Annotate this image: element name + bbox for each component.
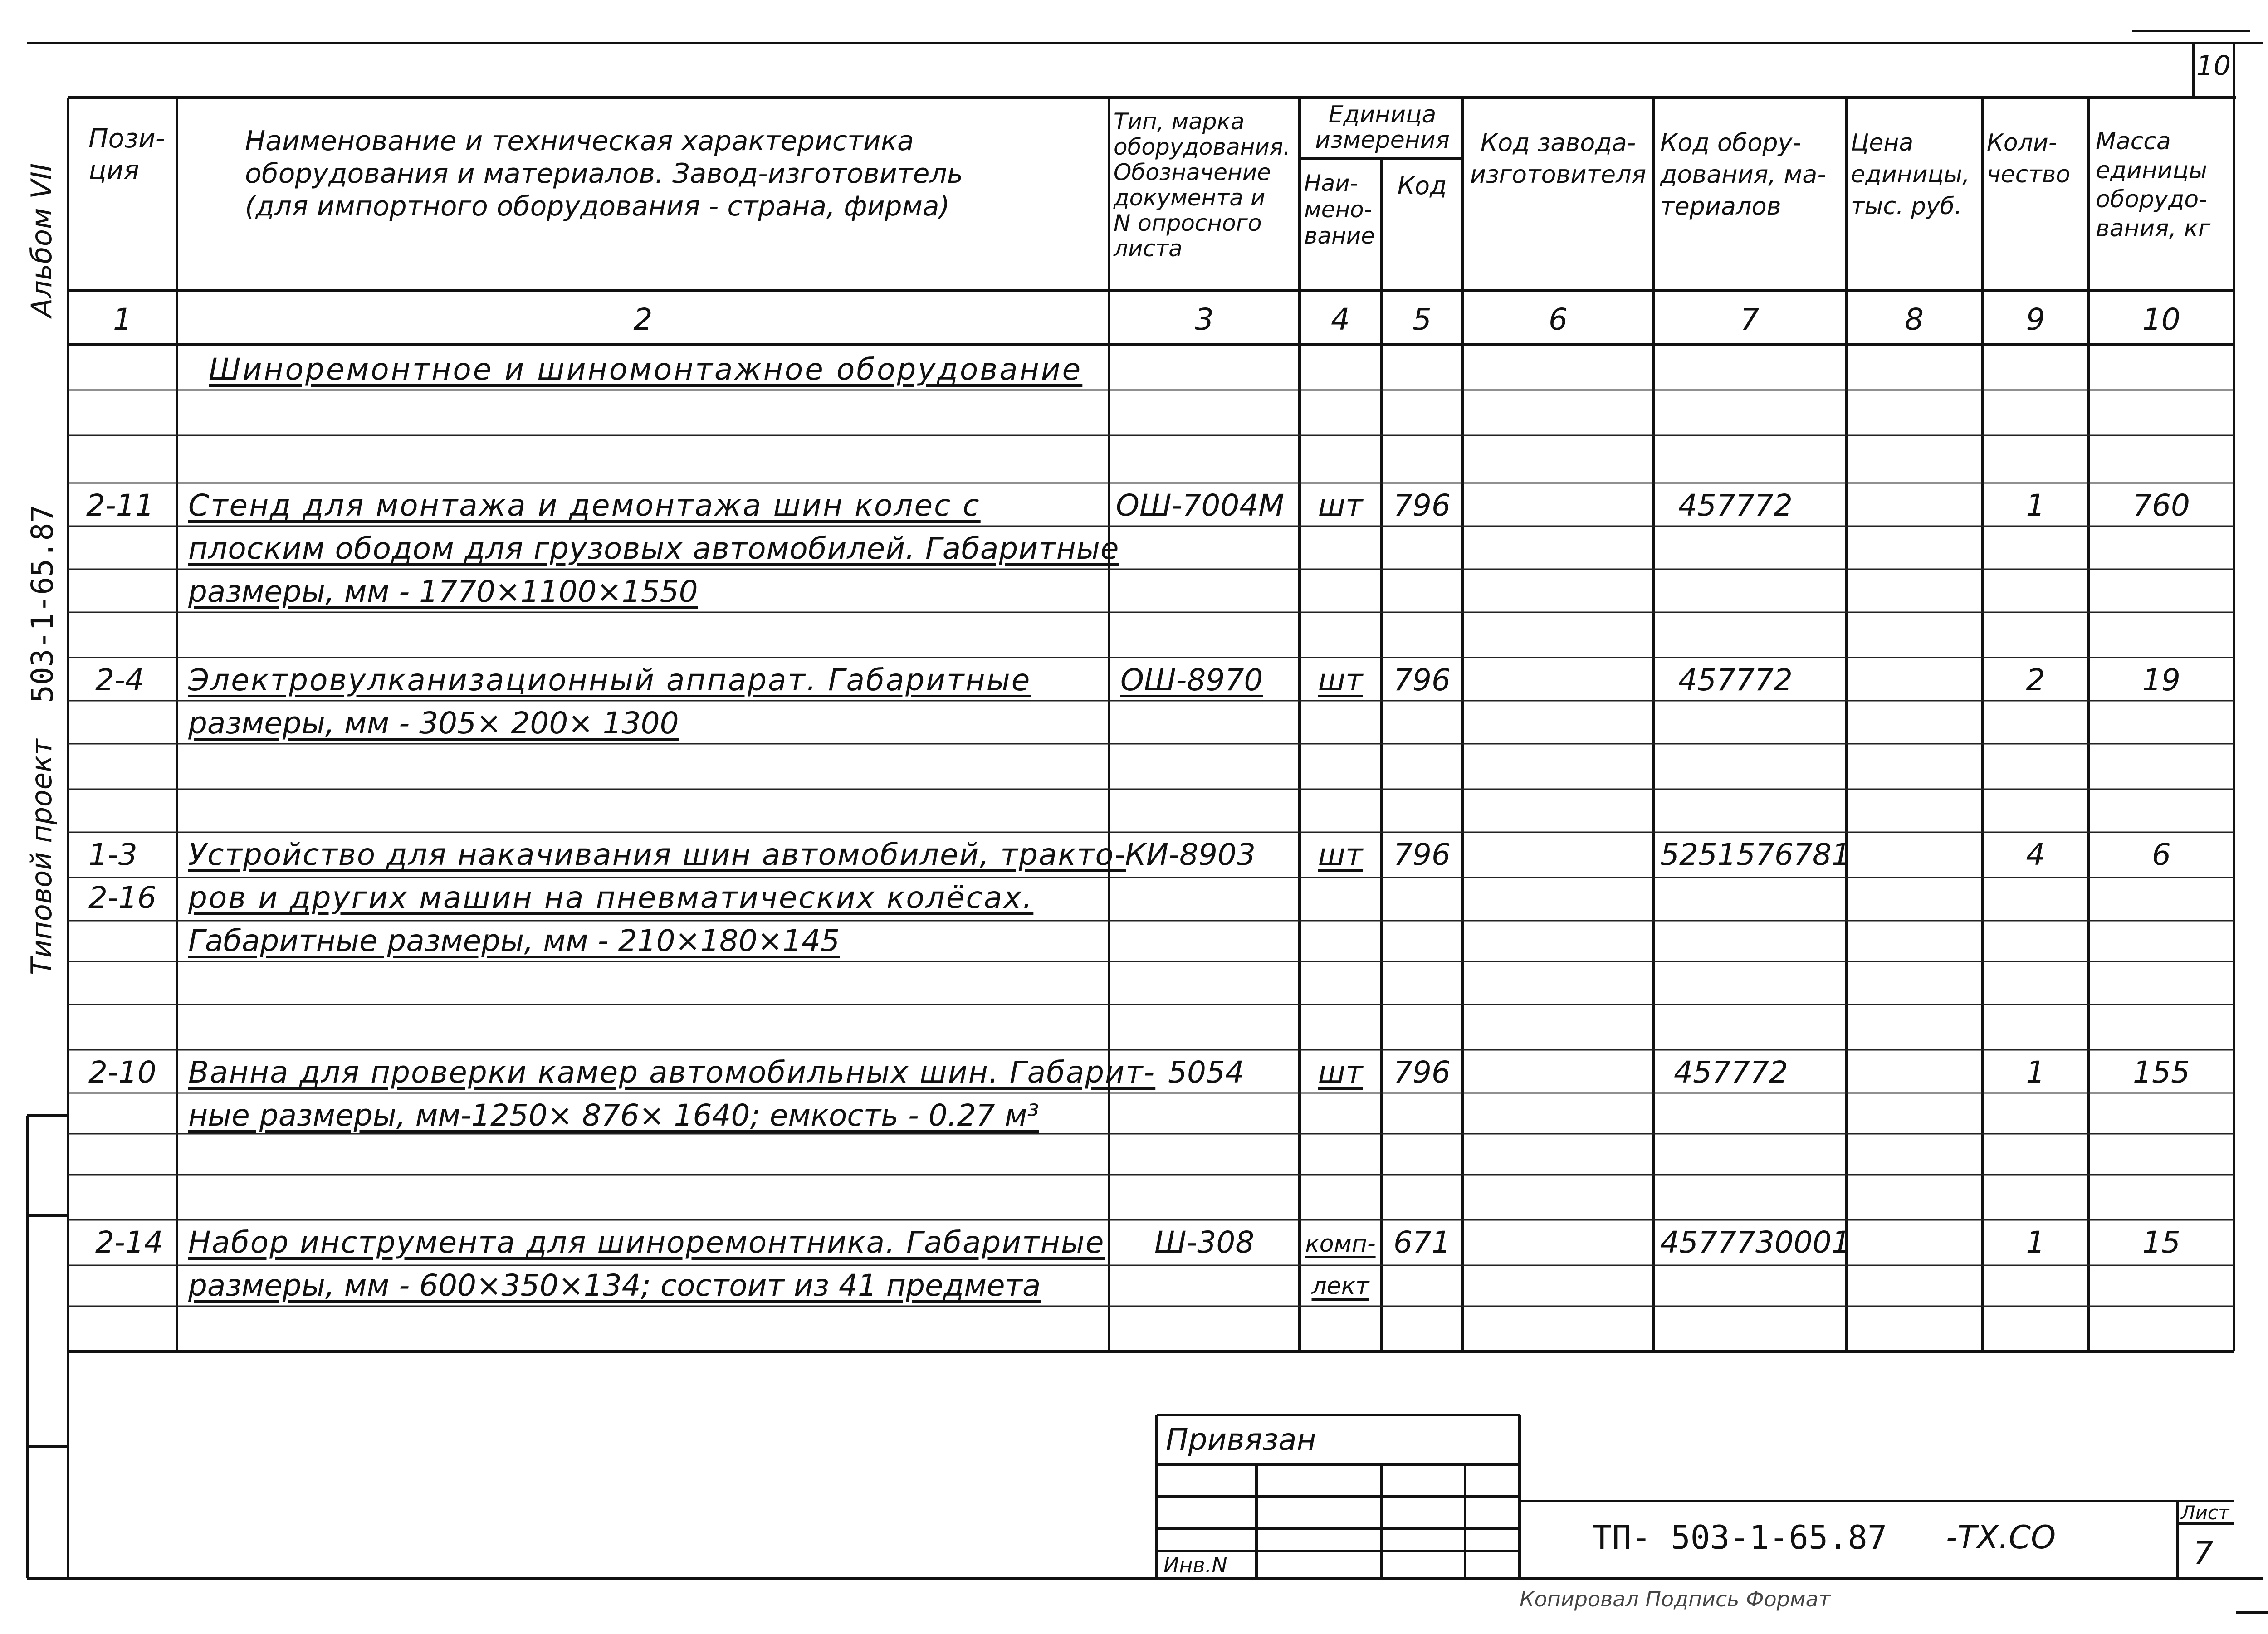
row2-name-line1: Электровулканизационный аппарат. Габаритные bbox=[188, 663, 1031, 697]
stamp-inv: Инв.N bbox=[1163, 1553, 1227, 1577]
row5-unit2: лект bbox=[1311, 1273, 1369, 1300]
row5-quantity: 1 bbox=[2026, 1225, 2045, 1260]
stamp-document-code: ТП- 503-1-65.87 bbox=[1592, 1518, 1887, 1556]
row3-equipment-code: 5251576781 bbox=[1660, 837, 1851, 872]
row2-equipment-code: 457772 bbox=[1678, 663, 1793, 697]
header-unit-code: Код bbox=[1397, 171, 1447, 200]
header-quantity: Коли- чество bbox=[1987, 129, 2071, 188]
row3-unit: шт bbox=[1318, 837, 1363, 872]
side-caption-project-label: Типовой проект bbox=[25, 739, 58, 975]
col-number-7: 7 bbox=[1740, 302, 1760, 337]
section-title: Шиноремонтное и шиномонтажное оборудование bbox=[209, 352, 1083, 387]
row5-type: Ш-308 bbox=[1154, 1225, 1255, 1260]
stamp-document-suffix: -ТХ.СО bbox=[1946, 1519, 2056, 1556]
side-caption-album: Альбом VII bbox=[25, 163, 58, 317]
stamp-sheet-value: 7 bbox=[2193, 1535, 2214, 1572]
row4-position: 2-10 bbox=[88, 1055, 156, 1090]
header-mass: Масса единицы оборудо- вания, кг bbox=[2096, 128, 2211, 242]
col-number-8: 8 bbox=[1905, 302, 1924, 337]
col-number-9: 9 bbox=[2026, 302, 2045, 337]
row1-position: 2-11 bbox=[86, 488, 154, 523]
row3-unit-code: 796 bbox=[1393, 837, 1451, 872]
row3-name-line2: ров и других машин на пневматических колёсах. bbox=[188, 880, 1034, 915]
row1-unit: шт bbox=[1318, 488, 1363, 523]
row5-position: 2-14 bbox=[95, 1225, 163, 1260]
row4-type: 5054 bbox=[1168, 1055, 1244, 1090]
row1-quantity: 1 bbox=[2026, 488, 2045, 523]
header-unit: Единица измерения bbox=[1315, 101, 1450, 154]
col-number-3: 3 bbox=[1195, 302, 1214, 337]
row3-name-line1: Устройство для накачивания шин автомобилей, тракто- bbox=[188, 837, 1126, 872]
row3-position: 1-3 bbox=[88, 837, 137, 872]
stamp-attached: Привязан bbox=[1166, 1422, 1316, 1457]
row2-unit: шт bbox=[1318, 663, 1363, 697]
col-number-2: 2 bbox=[633, 302, 653, 337]
stamp-bottom-note: Копировал Подпись Формат bbox=[1520, 1587, 1831, 1611]
row2-type: ОШ-8970 bbox=[1120, 663, 1263, 697]
row4-name-line1: Ванна для проверки камер автомобильных шин. Габарит- bbox=[188, 1055, 1156, 1090]
row5-mass: 15 bbox=[2142, 1225, 2180, 1260]
row2-name-line2: размеры, мм - 305× 200× 1300 bbox=[188, 706, 679, 741]
header-plant-code: Код завода- изготовителя bbox=[1470, 128, 1647, 189]
row3-quantity: 4 bbox=[2026, 837, 2045, 872]
col-number-1: 1 bbox=[113, 302, 132, 337]
header-name: Наименование и техническая характеристика оборудования и материалов. Завод-изготовитель (для импортного оборудования - страна, фирма) bbox=[245, 125, 963, 222]
header-price: Цена единицы, тыс. руб. bbox=[1851, 129, 1970, 220]
row5-unit-code: 671 bbox=[1393, 1225, 1451, 1260]
row2-position: 2-4 bbox=[95, 663, 144, 697]
row3-type: КИ-8903 bbox=[1125, 837, 1256, 872]
col-number-10: 10 bbox=[2142, 302, 2180, 337]
col-number-6: 6 bbox=[1549, 302, 1568, 337]
row2-quantity: 2 bbox=[2026, 663, 2045, 697]
col-number-5: 5 bbox=[1413, 302, 1432, 337]
row1-name-line3: размеры, мм - 1770×1100×1550 bbox=[188, 574, 698, 609]
row1-equipment-code: 457772 bbox=[1678, 488, 1793, 523]
row4-name-line2: ные размеры, мм-1250× 876× 1640; емкость - 0.27 м³ bbox=[188, 1098, 1039, 1133]
row4-unit: шт bbox=[1318, 1055, 1363, 1090]
row1-name-line1: Стенд для монтажа и демонтажа шин колес с bbox=[188, 488, 981, 523]
header-position: Пози- ция bbox=[88, 123, 165, 185]
row3-mass: 6 bbox=[2152, 837, 2171, 872]
row5-equipment-code: 4577730001 bbox=[1660, 1225, 1851, 1260]
sheet-number: 10 bbox=[2196, 50, 2231, 82]
row1-mass: 760 bbox=[2133, 488, 2190, 523]
row4-unit-code: 796 bbox=[1393, 1055, 1451, 1090]
header-equipment-code: Код обору- дования, ма- териалов bbox=[1660, 128, 1826, 220]
side-caption-project-code: 503-1-65.87 bbox=[25, 504, 60, 703]
header-type: Тип, марка оборудования. Обозначение документа и N опросного листа bbox=[1114, 108, 1290, 262]
row3-name-line3: Габаритные размеры, мм - 210×180×145 bbox=[188, 923, 840, 958]
row5-unit: комп- bbox=[1305, 1230, 1376, 1258]
header-unit-name: Наи- мено- вание bbox=[1304, 170, 1375, 249]
row5-name-line2: размеры, мм - 600×350×134; состоит из 41 предмета bbox=[188, 1268, 1041, 1303]
row1-unit-code: 796 bbox=[1393, 488, 1451, 523]
row2-mass: 19 bbox=[2142, 663, 2180, 697]
col-number-4: 4 bbox=[1331, 302, 1350, 337]
stamp-sheet-label: Лист bbox=[2181, 1502, 2229, 1524]
row3-position2: 2-16 bbox=[88, 880, 156, 915]
row2-unit-code: 796 bbox=[1393, 663, 1451, 697]
row4-equipment-code: 457772 bbox=[1674, 1055, 1788, 1090]
row4-quantity: 1 bbox=[2026, 1055, 2045, 1090]
row1-name-line2: плоским ободом для грузовых автомобилей. Габаритные bbox=[188, 531, 1119, 566]
row5-name-line1: Набор инструмента для шиноремонтника. Габаритные bbox=[188, 1225, 1105, 1260]
row4-mass: 155 bbox=[2133, 1055, 2190, 1090]
row1-type: ОШ-7004М bbox=[1116, 488, 1285, 523]
